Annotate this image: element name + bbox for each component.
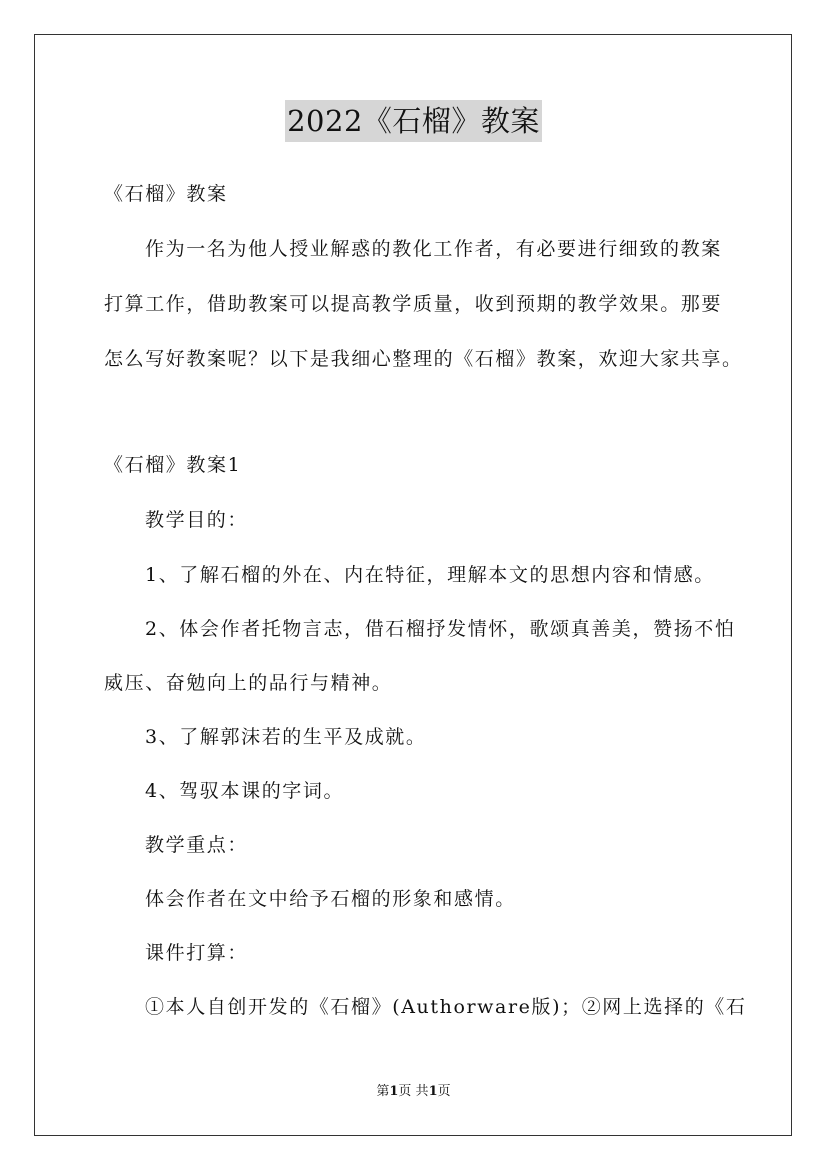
footer-prefix: 第: [376, 1084, 390, 1099]
footer-suffix: 页: [437, 1084, 451, 1099]
paragraph-line: 课件打算：: [145, 942, 249, 964]
paragraph-line: 威压、奋勉向上的品行与精神。: [104, 672, 393, 694]
footer-total-pages: 1: [428, 1084, 438, 1099]
paragraph-line: 4、驾驭本课的字词。: [145, 780, 345, 802]
title-container: [0, 100, 827, 142]
paragraph-line: 3、了解郭沫若的生平及成就。: [145, 726, 427, 748]
paragraph-line: 教学重点：: [145, 834, 249, 856]
paragraph-line: ①本人自创开发的《石榴》(Authorware版)；②网上选择的《石: [145, 996, 747, 1018]
paragraph-line: 1、了解石榴的外在、内在特征，理解本文的思想内容和情感。: [145, 564, 715, 586]
paragraph-line: 怎么写好教案呢？以下是我细心整理的《石榴》教案，欢迎大家共享。: [104, 348, 743, 370]
section-heading: 《石榴》教案1: [104, 454, 242, 476]
paragraph-line: 作为一名为他人授业解惑的教化工作者，有必要进行细致的教案: [145, 238, 722, 260]
subtitle-line: 《石榴》教案: [104, 183, 228, 205]
footer-current-page: 1: [389, 1084, 399, 1099]
paragraph-line: 体会作者在文中给予石榴的形象和感情。: [145, 888, 516, 910]
document-title: 2022《石榴》教案: [285, 100, 542, 142]
paragraph-line: 打算工作，借助教案可以提高教学质量，收到预期的教学效果。那要: [104, 293, 723, 315]
page-footer: [0, 1083, 827, 1101]
paragraph-line: 教学目的：: [145, 509, 249, 531]
paragraph-line: 2、体会作者托物言志，借石榴抒发情怀，歌颂真善美，赞扬不怕: [145, 618, 736, 640]
footer-mid: 页 共: [398, 1084, 429, 1099]
